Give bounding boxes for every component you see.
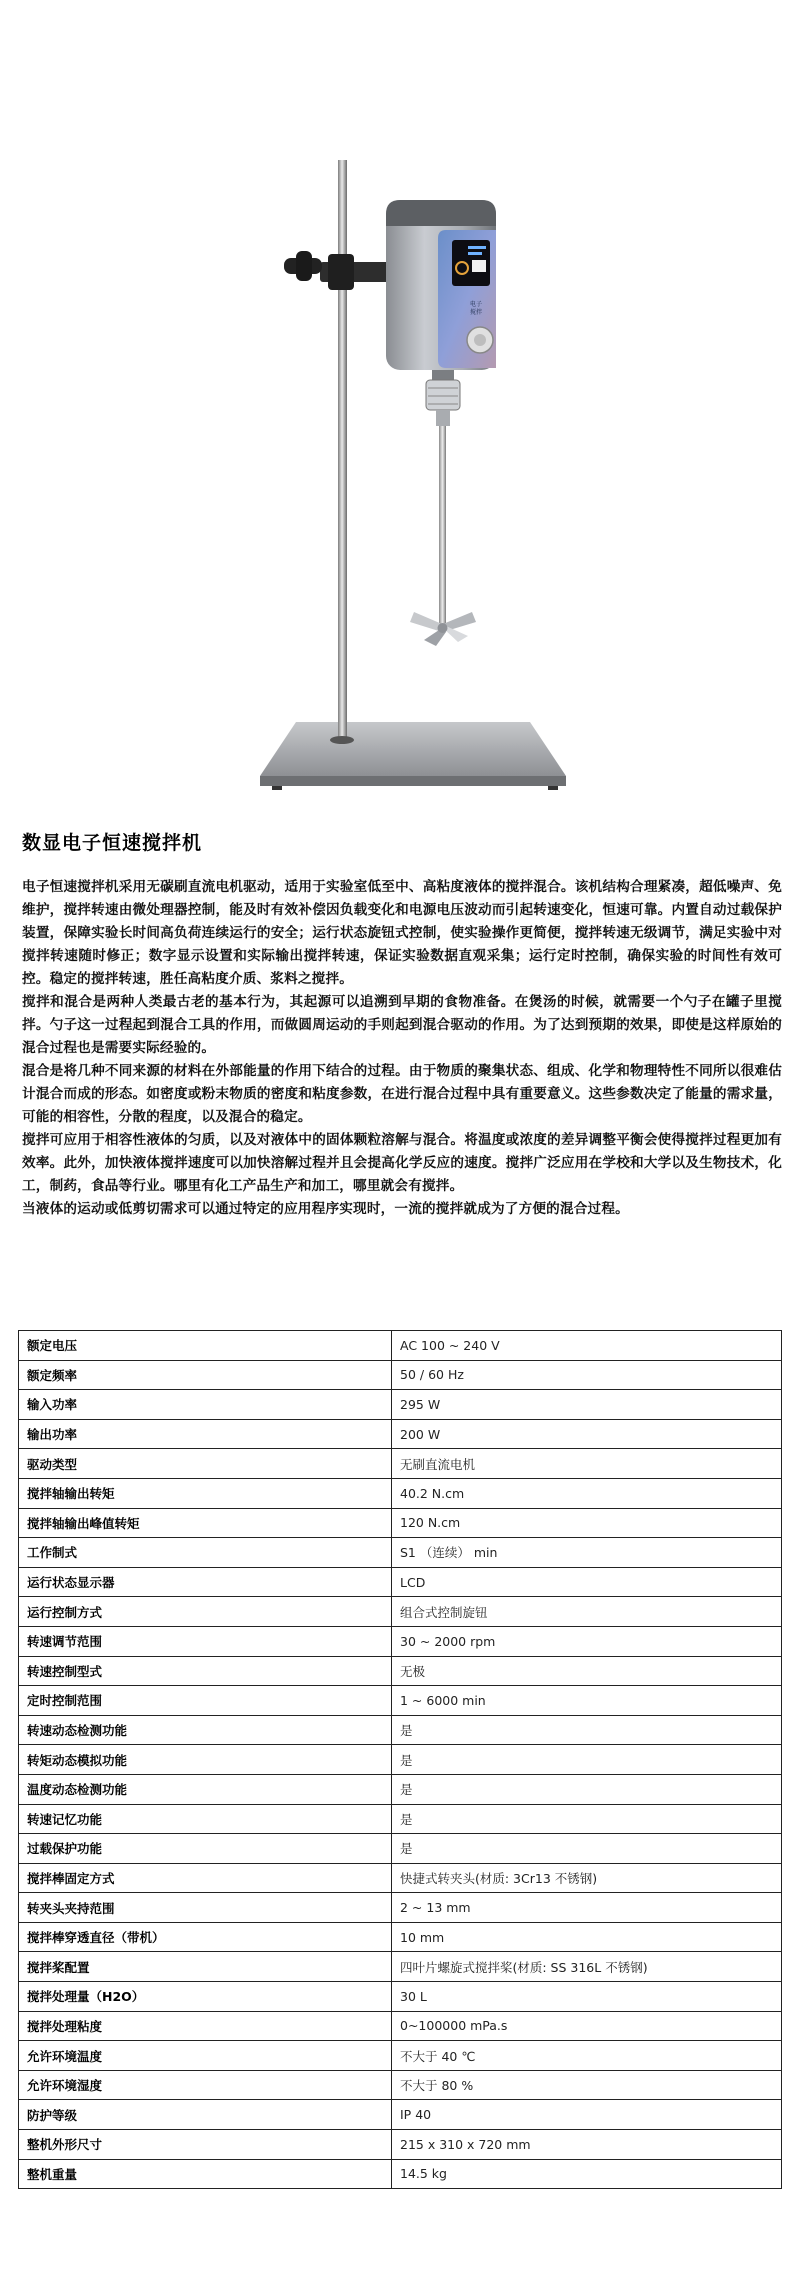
spec-table — [18, 1330, 782, 2189]
spec-label: 过载保护功能 — [19, 1834, 392, 1864]
description-paragraph: 当液体的运动或低剪切需求可以通过特定的应用程序实现时，一流的搅拌就成为了方便的混合过程。 — [22, 1201, 629, 1217]
table-row — [19, 1656, 782, 1686]
spec-value: 14.5 kg — [392, 2159, 782, 2189]
spec-label: 输出功率 — [19, 1419, 392, 1449]
table-row — [19, 1567, 782, 1597]
spec-value: 0~100000 mPa.s — [392, 2011, 782, 2041]
spec-label: 运行状态显示器 — [19, 1567, 392, 1597]
spec-value: 120 N.cm — [392, 1508, 782, 1538]
product-image — [0, 0, 800, 820]
spec-label: 搅拌棒固定方式 — [19, 1863, 392, 1893]
spec-label: 搅拌桨配置 — [19, 1952, 392, 1982]
spec-label: 输入功率 — [19, 1390, 392, 1420]
table-row — [19, 1952, 782, 1982]
table-row — [19, 1745, 782, 1775]
table-row — [19, 1863, 782, 1893]
table-row — [19, 1508, 782, 1538]
spec-label: 搅拌棒穿透直径（带机） — [19, 1922, 392, 1952]
spec-label: 定时控制范围 — [19, 1686, 392, 1716]
spec-label: 额定频率 — [19, 1360, 392, 1390]
spec-label: 允许环境湿度 — [19, 2070, 392, 2100]
spec-value: 295 W — [392, 1390, 782, 1420]
table-row — [19, 2159, 782, 2189]
table-row — [19, 1478, 782, 1508]
spec-label: 搅拌处理量（H2O） — [19, 1982, 392, 2012]
spec-label: 搅拌轴输出转矩 — [19, 1478, 392, 1508]
product-title: 数显电子恒速搅拌机 — [22, 832, 203, 854]
spec-label: 转速控制型式 — [19, 1656, 392, 1686]
table-row — [19, 2130, 782, 2160]
table-row — [19, 2070, 782, 2100]
spec-label: 额定电压 — [19, 1331, 392, 1361]
spec-label: 运行控制方式 — [19, 1597, 392, 1627]
spec-value: LCD — [392, 1567, 782, 1597]
stirring-shaft — [439, 426, 446, 626]
table-row — [19, 2100, 782, 2130]
table-row — [19, 2011, 782, 2041]
table-row — [19, 1597, 782, 1627]
table-row — [19, 1715, 782, 1745]
spec-value: 是 — [392, 1834, 782, 1864]
table-row — [19, 1449, 782, 1479]
overhead-stirrer-illustration — [0, 0, 800, 820]
impeller-blade — [410, 612, 442, 632]
table-row — [19, 2041, 782, 2071]
table-row — [19, 1360, 782, 1390]
spec-value: 200 W — [392, 1419, 782, 1449]
spec-label: 转速记忆功能 — [19, 1804, 392, 1834]
spec-label: 防护等级 — [19, 2100, 392, 2130]
spec-value: 不大于 80 % — [392, 2070, 782, 2100]
product-description — [22, 876, 782, 1221]
spec-label: 整机重量 — [19, 2159, 392, 2189]
description-paragraph: 搅拌可应用于相容性液体的匀质，以及对液体中的固体颗粒溶解与混合。将温度或浓度的差异调整平衡会使得搅拌过程更加有效率。此外，加快液体搅拌速度可以加快溶解过程并且会提高化学反应的速度。搅拌广泛应用在学校和大学以及生物技术，化工，制药，食品等行业。哪里有化工产品生产和加工，哪里就会有搅拌。 — [22, 1132, 782, 1194]
spec-value: 无极 — [392, 1656, 782, 1686]
table-row — [19, 1538, 782, 1568]
spec-label: 允许环境温度 — [19, 2041, 392, 2071]
spec-value: 10 mm — [392, 1922, 782, 1952]
spec-value: 不大于 40 ℃ — [392, 2041, 782, 2071]
table-row — [19, 1390, 782, 1420]
spec-label: 整机外形尺寸 — [19, 2130, 392, 2160]
spec-value: 215 x 310 x 720 mm — [392, 2130, 782, 2160]
spec-label: 转矩动态模拟功能 — [19, 1745, 392, 1775]
spec-label: 工作制式 — [19, 1538, 392, 1568]
spec-label: 转夹头夹持范围 — [19, 1893, 392, 1923]
base-plate — [260, 722, 566, 776]
clamp-block — [328, 254, 354, 290]
spec-value: 50 / 60 Hz — [392, 1360, 782, 1390]
description-paragraph: 电子恒速搅拌机采用无碳刷直流电机驱动，适用于实验室低至中、高粘度液体的搅拌混合。该机结构合理紧凑，超低噪声、免维护，搅拌转速由微处理器控制，能及时有效补偿因负载变化和电源电压波动而引起转速变化，恒速可靠。内置自动过载保护装置，保障实验长时间高负荷连续运行的安全；运行状态旋钮式控制，使实验操作更简便，搅拌转速无级调节，满足实验中对搅拌转速随时修正；数字显示设置和实际输出搅拌转速，保证实验数据直观采集；运行定时控制，确保实验的时间性有效可控。稳定的搅拌转速，胜任高粘度介质、浆料之搅拌。 — [22, 879, 782, 987]
description-paragraph: 搅拌和混合是两种人类最古老的基本行为，其起源可以追溯到早期的食物准备。在煲汤的时候，就需要一个勺子在罐子里搅拌。勺子这一过程起到混合工具的作用，而做圆周运动的手则起到混合驱动的作用。为了达到预期的效果，即使是这样原始的混合过程也是需要实际经验的。 — [22, 994, 782, 1056]
table-row — [19, 1982, 782, 2012]
base-plate-edge — [260, 776, 566, 786]
table-row — [19, 1834, 782, 1864]
table-row — [19, 1774, 782, 1804]
spec-value: 是 — [392, 1804, 782, 1834]
spec-label: 转速调节范围 — [19, 1626, 392, 1656]
chuck — [426, 380, 460, 410]
support-rod — [338, 160, 347, 740]
table-row — [19, 1893, 782, 1923]
table-row — [19, 1331, 782, 1361]
table-row — [19, 1419, 782, 1449]
spec-value: S1 （连续） min — [392, 1538, 782, 1568]
spec-label: 搅拌处理粘度 — [19, 2011, 392, 2041]
description-paragraph: 混合是将几种不同来源的材料在外部能量的作用下结合的过程。由于物质的聚集状态、组成、化学和物理特性不同所以很难估计混合而成的形态。如密度或粉末物质的密度和粘度参数，在进行混合过程中具有重要意义。这些参数决定了能量的需求量，可能的相容性，分散的程度，以及混合的稳定。 — [22, 1063, 782, 1125]
spec-label: 温度动态检测功能 — [19, 1774, 392, 1804]
spec-value: 1 ~ 6000 min — [392, 1686, 782, 1716]
table-row — [19, 1804, 782, 1834]
spec-value: 40.2 N.cm — [392, 1478, 782, 1508]
spec-label: 驱动类型 — [19, 1449, 392, 1479]
spec-value: AC 100 ~ 240 V — [392, 1331, 782, 1361]
table-row — [19, 1626, 782, 1656]
spec-value: 快捷式转夹头(材质: 3Cr13 不锈钢) — [392, 1863, 782, 1893]
spec-value: 无刷直流电机 — [392, 1449, 782, 1479]
display-label-2: 搅拌 — [470, 309, 483, 316]
spec-label: 转速动态检测功能 — [19, 1715, 392, 1745]
spec-value: 30 L — [392, 1982, 782, 2012]
spec-value: 组合式控制旋钮 — [392, 1597, 782, 1627]
spec-value: 是 — [392, 1745, 782, 1775]
spec-label: 搅拌轴输出峰值转矩 — [19, 1508, 392, 1538]
spec-value: 四叶片螺旋式搅拌桨(材质: SS 316L 不锈钢) — [392, 1952, 782, 1982]
spec-value: 2 ~ 13 mm — [392, 1893, 782, 1923]
table-row — [19, 1686, 782, 1716]
spec-value: 是 — [392, 1715, 782, 1745]
spec-value: IP 40 — [392, 2100, 782, 2130]
spec-value: 30 ~ 2000 rpm — [392, 1626, 782, 1656]
display-label-1: 电子 — [470, 301, 483, 308]
table-row — [19, 1922, 782, 1952]
spec-value: 是 — [392, 1774, 782, 1804]
